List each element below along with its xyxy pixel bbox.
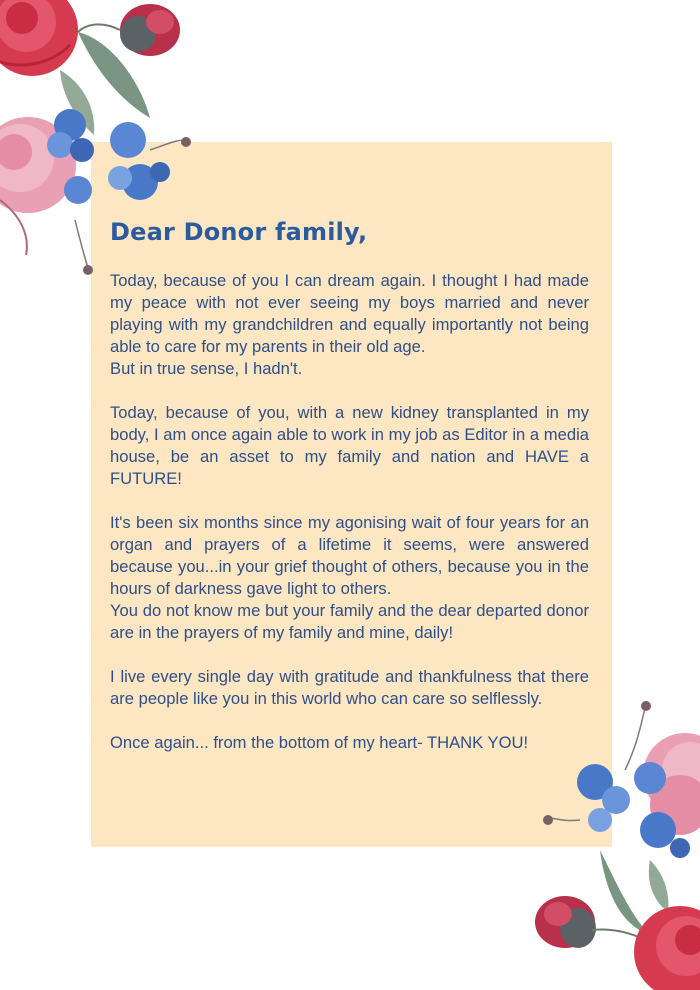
closing-line: Once again... from the bottom of my heart- THANK YOU!: [110, 733, 529, 752]
paragraph-wait-line2: You do not know me but your family and the dear departed donor are in the prayers of my family and mine, daily!: [110, 601, 589, 642]
paragraph-wait: [110, 512, 589, 644]
paragraph-dream-text: Today, because of you I can dream again. I thought I had made my peace with not ever seeing my boys married and never playing with my grandchildren and equally importantly not being able to care for my parents in their old age.: [110, 271, 589, 356]
blue-flower-icon: [47, 109, 170, 204]
rosebud-icon: [120, 4, 180, 56]
paragraph-wait-text: It's been six months since my agonising wait of four years for an organ and prayers of a lifetime it seems, were answered because you...in your grief thought of others, because you in the hours of darkness gave light to others.: [110, 513, 589, 598]
rose-icon: [0, 0, 78, 76]
rosebud-icon: [535, 896, 645, 948]
rose-icon: [634, 906, 700, 990]
letter-body: [110, 218, 589, 776]
letter-heading: Dear Donor family,: [110, 218, 368, 246]
paragraph-dream: [110, 270, 589, 380]
paragraph-dream-line2: But in true sense, I hadn't.: [110, 359, 303, 378]
paragraph-kidney: Today, because of you, with a new kidney transplanted in my body, I am once again able to work in my job as Editor in a media house, be an asset to my family and nation and HAVE a FUTURE!: [110, 403, 589, 488]
paragraph-gratitude: I live every single day with gratitude and thankfulness that there are people like you in this world who can care so selflessly.: [110, 667, 589, 708]
